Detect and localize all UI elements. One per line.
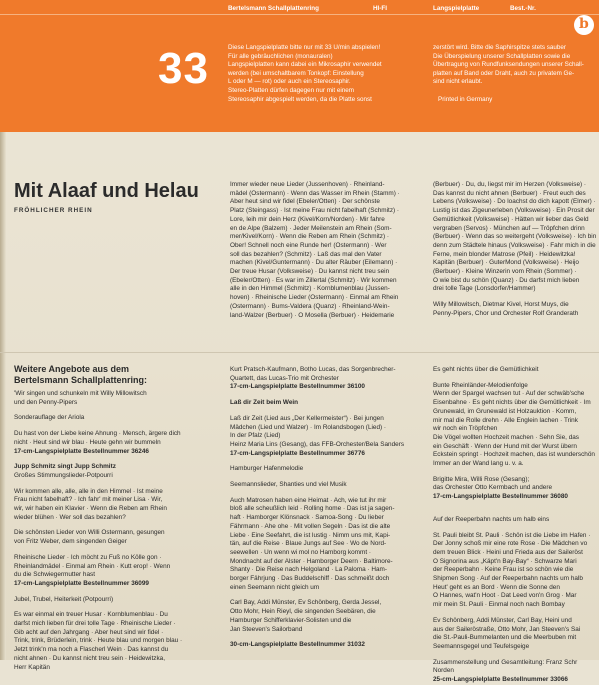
text-line: mädel (Ostermann) · Wenn das Wasser im Rhein (Stamm) · <box>230 189 400 197</box>
spacer <box>230 408 430 415</box>
text-line: wieder blühen · Wer soll das bezahlen? <box>14 513 126 521</box>
format-label: Langspielplatte <box>433 5 480 12</box>
text-line: Der Jonny schoß mir eine rote Rose · Die Mädchen vo <box>433 540 588 548</box>
order-number-line: Laß dir Zeit beim Wein <box>230 399 299 407</box>
text-line: Auch Matrosen haben eine Heimat · Ach, wie tut ihr mir <box>230 496 387 504</box>
text-line: Herr Kapitän <box>14 663 50 671</box>
text-line: (Berbuer) · Kleine Winzerin vom Rhein (Sommer) · <box>433 268 577 276</box>
text-line: Jetzt trink'n ma noch a Flascherl Wein · Das kannst du <box>14 646 169 654</box>
text-line: Es war einmal ein treuer Husar · Kornblumenblau · Du <box>14 611 168 619</box>
text-line: O Hannes, wat'n Hoot · Dat Leed von'n Grog · Mar <box>433 592 577 600</box>
spacer <box>14 522 219 529</box>
text-line: dem treuen Blick · Heini und Frieda aus der Saileröst <box>433 548 583 556</box>
text-line: Jubel, Trubel, Heiterkeit (Potpourri) <box>14 595 114 603</box>
notice-line: zerstört wird. Bitte die Saphirspitze stets sauber <box>433 44 566 51</box>
text-line: ein Geschäft · Wenn der Hund mit der Wurst übern <box>433 442 577 450</box>
text-line: Auf der Reeperbahn nachts um halb eins <box>433 515 550 523</box>
text-line: seewellen · Un wenn wi mol no Hamborg kommt · <box>230 548 371 556</box>
text-line: das Orchester Otto Kermbach und andere <box>433 484 553 492</box>
text-line: und den Penny-Pipers <box>14 398 78 406</box>
offers-heading-line: Weitere Angebote aus dem <box>14 364 130 374</box>
text-line: Sonderauflage der Ariola <box>14 414 85 422</box>
text-line: aus der Saileröstraße, Otto Mohr, Jan Steeven's Sai <box>433 625 581 633</box>
order-number-line: 17-cm-Langspielplatte Bestellnummer 36080 <box>433 493 568 501</box>
notice-line: Diese Langspielplatte bitte nur mit 33 U/min abspielen! <box>228 44 381 51</box>
spacer <box>14 481 219 488</box>
order-number-line: Jupp Schmitz singt Jupp Schmitz <box>14 463 116 471</box>
spacer <box>230 634 430 641</box>
text-line: Platz (Steingass) · Ist meine Frau nicht fabelhaft (Schmitz) · <box>230 207 400 215</box>
order-number-label: Best.-Nr. <box>510 5 536 12</box>
order-number-line: 17-cm-Langspielplatte Bestellnummer 36100 <box>230 383 365 391</box>
order-number-line: 17-cm-Langspielplatte Bestellnummer 36246 <box>14 447 149 455</box>
text-line: Penny-Pipers, Chor und Orchester Rolf Granderath <box>433 309 579 317</box>
spacer <box>433 610 599 617</box>
text-line: Heinz Maria Lins (Gesang), das FFB-Orchester/Bela Sanders <box>230 440 405 448</box>
text-line: St. Pauli bleibt St. Pauli · Schön ist die Liebe im Hafen · <box>433 531 591 539</box>
text-line: Bunte Rheinländer-Melodienfolge <box>433 381 528 389</box>
album-title: Mit Alaaf und Helau <box>14 180 199 202</box>
text-line: Es geht nichts über die Gemütlichkeit <box>433 366 539 373</box>
spacer <box>433 375 599 382</box>
notice-line: Stereo-Platten dürfen dagegen nur mit einem <box>228 87 355 94</box>
notice-line: Stereosaphir abgespielt werden, da die Platte sonst <box>228 95 372 103</box>
text-line: Du hast von der Liebe keine Ahnung · Mensch, ärgere dich <box>14 430 181 438</box>
text-line: Wenn der Spargel wachsen tut · Auf der schwäb'sche <box>433 390 585 398</box>
offers-column-c <box>433 366 599 685</box>
text-line: Heut' geht es an Bord · Wenn die Sonne den <box>433 583 560 591</box>
offers-heading-line: Bertelsmann Schallplattenring: <box>14 375 148 385</box>
spacer <box>433 469 599 476</box>
text-line: land-Walzer (Berbuer) · O Mosella (Berbuer) · Heidemarie <box>230 311 395 319</box>
notice-line: sind nicht erlaubt. <box>433 78 483 86</box>
text-line: haft · Hamborger Klönsnack · Samoa-Song · Du lieber <box>230 514 384 522</box>
text-line: Liebe · Eine Seefahrt, die ist lustig · Nimm uns mit, Kapi- <box>230 531 391 539</box>
text-line: Willy Millowitsch, Dietmar Kivel, Horst Muys, die <box>433 301 569 309</box>
notice-line: werden (bei umschaltbarem Tonkopf: Einstellung <box>228 69 364 77</box>
spacer <box>14 604 219 611</box>
spacer <box>433 294 599 301</box>
text-line: Mondnacht auf der Alster · Hamborger Deern · Baltimore- <box>230 557 393 565</box>
text-line: Grunewald, im Grunewald ist Holzauktion · Komm, <box>433 407 577 415</box>
order-number-line: 30-cm-Langspielplatte Bestellnummer 31032 <box>230 641 365 649</box>
text-line: (Berbuer) · Du, du, liegst mir im Herzen (Volksweise) · <box>433 181 587 188</box>
text-line: O wie bist du schön (Quanz) · Du darfst mich lieben <box>433 276 580 284</box>
text-line: Rheinlandmädel · Einmal am Rhein · Kutt erop! · Wenn <box>14 562 171 570</box>
tracklist-column-2 <box>433 181 599 319</box>
text-line: Brigitte Mira, Willi Rose (Gesang); <box>433 475 530 483</box>
order-number-line: 25-cm-Langspielplatte Bestellnummer 33066 <box>433 676 568 684</box>
spacer <box>230 392 430 399</box>
text-line: Shanty · Die Reise nach Helgoland · La Paloma · Ham- <box>230 566 387 574</box>
text-line: Seemannsgegel und Teufelsgeige <box>433 642 530 650</box>
order-number-line: 17-cm-Langspielplatte Bestellnummer 36099 <box>14 579 149 587</box>
spacer <box>14 456 219 463</box>
text-line: darfst mich lieben für drei tolle Tage · Rheinische Lieder · <box>14 620 176 628</box>
text-line: einen Seemann nicht gleich um <box>230 583 320 591</box>
text-line: nicht ahnen · Du kannst nicht treu sein · Heidewitzka, <box>14 654 165 662</box>
text-line: en de Alpe (Balzem) · Jeder Meilenstein am Rhein (Som- <box>230 224 392 232</box>
spacer <box>14 589 219 596</box>
text-line: mer/Kivel/Korn) · Wenn die Reben am Rhein (Schmitz) · <box>230 233 389 241</box>
text-line: Fährmann · Ahe ohe · Mit vollen Segeln · Das ist die alte <box>230 522 391 530</box>
spacer <box>433 509 599 516</box>
album-subtitle: FRÖHLICHER RHEIN <box>14 207 93 214</box>
text-line: drei tolle Tage (Lonsdorfer/Hammer) <box>433 285 536 293</box>
text-line: Zusammenstellung und Gesamtleitung: Franz Schr <box>433 658 578 666</box>
spacer <box>433 652 599 659</box>
logo-letter: b <box>579 16 589 32</box>
text-line: Rheinische Lieder · Ich möcht zu Fuß no Kölle gon · <box>14 553 162 561</box>
header-stripe <box>0 14 599 15</box>
text-line: Hamburger Hafenmelodie <box>230 465 304 473</box>
notice-line: Langspielplatten kann dabei ein Mikrosaphir verwendet <box>228 61 382 69</box>
text-line: Ferne, mein blonder Matrose (Pfeil) · Heidewitzka! <box>433 250 576 258</box>
text-line: Lore, leih mir dein Herz (Kivel/Korn/Norden) · Mir fahre <box>230 215 385 223</box>
notice-line: Übertragung von Rundfunksendungen unserer Schall- <box>433 61 584 69</box>
notice-line: Für alle gebräuchlichen (monauralen) <box>228 52 333 60</box>
text-line: O Signorina aus „Käpt'n Bay-Bay“ · Schwarze Mari <box>433 557 577 565</box>
text-line: denn zum Städtele hinaus (Volksweise) · Fahr mich in die <box>433 241 596 249</box>
text-line: wir noch ein Tröpfchen <box>433 425 498 433</box>
text-line: du die Schwiegermutter hast <box>14 571 95 579</box>
offers-column-b <box>230 366 430 650</box>
club-name: Bertelsmann Schallplattenring <box>228 5 319 12</box>
text-line: machen (Kivel/Guntermann) · Du alter Räuber (Eilemann) · <box>230 259 398 267</box>
hifi-label: HI-FI <box>373 5 387 12</box>
text-line: Die schönsten Lieder von Willi Ostermann, gesungen <box>14 529 165 537</box>
text-line: vergraben (Servos) · München auf — Tröpfchen drinn <box>433 224 585 232</box>
text-line: mir mal die Rolle drehn · Alle Englein lachen · Trink <box>433 416 578 424</box>
text-line: tän, auf die Reise · Blaue Jungs auf See · Wo de Nord- <box>230 540 387 548</box>
spacer <box>230 592 430 599</box>
text-line: Norden <box>433 667 454 675</box>
text-line: Otto Mohr, Hein Rieyl, die singenden Seebären, die <box>230 608 376 616</box>
offers-column-a <box>14 364 219 672</box>
text-line: die St.-Pauli-Bummelanten und die Meerbuben mit <box>433 634 577 642</box>
text-line: Gib acht auf den Jahrgang · Aber heut sind wir fidel · <box>14 628 164 636</box>
section-divider <box>0 352 599 353</box>
text-line: Immer an der Wand lang u. v. a. <box>433 460 524 468</box>
text-line: (Berbuer) · Wenn das so weitergeht (Volksweise) · Ich bin <box>433 233 597 241</box>
text-line: Wir kommen alle, alle, alle in den Himmel · Ist meine <box>14 487 163 495</box>
notice-line: L oder M — rot) oder auch ein Stereosaphir. <box>228 78 351 86</box>
text-line: soll das bezahlen? (Schmitz) · Laß das mal den Vater <box>230 250 382 258</box>
text-line: Jan Steeven's Sailorband <box>230 625 303 633</box>
text-line: Ev Schönberg, Addi Münster, Carl Bay, Heini und <box>433 616 572 624</box>
text-line: Aber heut sind wir fidel (Ebeler/Otten) · Der schönste <box>230 198 380 206</box>
text-line: Das kannst du nicht ahnen (Berbuer) · Freut euch des <box>433 189 586 197</box>
text-line: Kurt Pratsch-Kaufmann, Botho Lucas, das Sorgenbrecher- <box>230 366 396 373</box>
text-line: Quartett, das Lucas-Trio mit Orchester <box>230 374 339 382</box>
text-line: (Ebeler/Otten) · Es war im Zillertal (Schmitz) · Wir kommen <box>230 276 397 284</box>
text-line: Seemannslieder, Shanties und viel Musik <box>230 481 347 489</box>
speed-33: 33 <box>158 44 209 93</box>
orange-header-band <box>0 0 599 132</box>
text-line: Eisenbahne · Es geht nichts über die Gemütlichkeit · Im <box>433 399 591 407</box>
text-line: Hamburger Schifferklavier-Solisten und die <box>230 616 352 624</box>
text-line: Eckstein springt · Hochzeit machen, das ist wunderschön <box>433 451 595 459</box>
text-line: hoven) · Rheinische Lieder (Ostermann) · Einmal am Rhein <box>230 294 399 302</box>
text-line: der Reeperbahn · Keine Frau ist so schön wie die <box>433 566 574 574</box>
text-line: Die Vögel wollten Hochzeit machen · Sehn Sie, das <box>433 433 579 441</box>
text-line: Trink, trink, Brüderlein, trink · Heute blau und morgen blau · <box>14 637 183 645</box>
text-line: (Ostermann) · Bums-Valdera (Quanz) · Rheinland-Wein- <box>230 302 390 310</box>
text-line: Laß dir Zeit (Lied aus „Der Kellermeister“) · Bei jungen <box>230 414 384 422</box>
text-line: Shipmen Song · Auf der Reeperbahn nachts um halb <box>433 575 583 583</box>
text-line: Mädchen (Lied und Walzer) · Im Rolandsbogen (Lied) · <box>230 423 387 431</box>
spacer <box>230 458 430 465</box>
spacer <box>14 407 219 414</box>
notice-line: platten auf Band oder Draht, auch zu privatem Ge- <box>433 69 575 77</box>
text-line: von Fritz Weber, dem singenden Geiger <box>14 538 127 546</box>
text-line: Carl Bay, Addi Münster, Ev Schönberg, Gerda Jessel, <box>230 599 382 607</box>
text-line: wir, wir haben ein Klavier · Wenn die Reben am Rhein <box>14 505 167 513</box>
text-line: Kapitän (Berbuer) · GuterMond (Volksweise) · Heijo <box>433 259 579 267</box>
notice-line: Die Überspielung unserer Schallplatten sowie die <box>433 52 571 60</box>
text-line: Ober! Schnell noch eine Runde her! (Ostermann) · Wer <box>230 241 387 249</box>
tracklist-column-1 <box>230 181 430 320</box>
text-line: In der Pfalz (Lied) <box>230 432 281 440</box>
text-line: Frau nicht fabelhaft? · Ich fahr' mit meiner Lisa · Wir, <box>14 496 163 504</box>
text-line: 'Wir singen und schunkeln mit Willy Millowitsch <box>14 390 147 397</box>
text-line: Immer wieder neue Lieder (Jussenhoven) · Rheinland- <box>230 181 385 188</box>
printed-in-germany: Printed in Germany <box>438 95 493 103</box>
text-line: bloß alle scheußlich leid · Rolling home · Das ist ja sagen- <box>230 505 395 513</box>
spacer <box>433 525 599 532</box>
text-line: borger Fährjung · Das Buddelschiff · Das schmeißt doch <box>230 575 390 583</box>
text-line: Der treue Husar (Volksweise) · Du kannst nicht treu sein <box>230 268 390 276</box>
text-line: Gemütlichkeit (Volksweise) · Hätten wir lieber das Geld <box>433 215 589 223</box>
text-line: nicht · Heut sind wir blau · Heute gehn wir bummeln <box>14 438 161 446</box>
spacer <box>14 423 219 430</box>
order-number-line: 17-cm-Langspielplatte Bestellnummer 36776 <box>230 449 365 457</box>
text-line: Großes Stimmungslieder-Potpourri <box>14 471 113 479</box>
text-line: Lebens (Volksweise) · Do loachst do dich kapott (Elmer) · <box>433 198 596 206</box>
text-line: alle in den Himmel (Schmitz) · Kornblumenblau (Jussen- <box>230 285 390 293</box>
text-line: mir mein St. Pauli · Einmal noch nach Bombay <box>433 601 565 609</box>
spacer <box>230 474 430 481</box>
spacer <box>230 490 430 497</box>
text-line: Lustig ist das Zigeunerleben (Volksweise) · Ein Prosit der <box>433 207 595 215</box>
spacer <box>433 502 599 509</box>
spacer <box>14 547 219 554</box>
bertelsmann-logo <box>574 15 594 35</box>
